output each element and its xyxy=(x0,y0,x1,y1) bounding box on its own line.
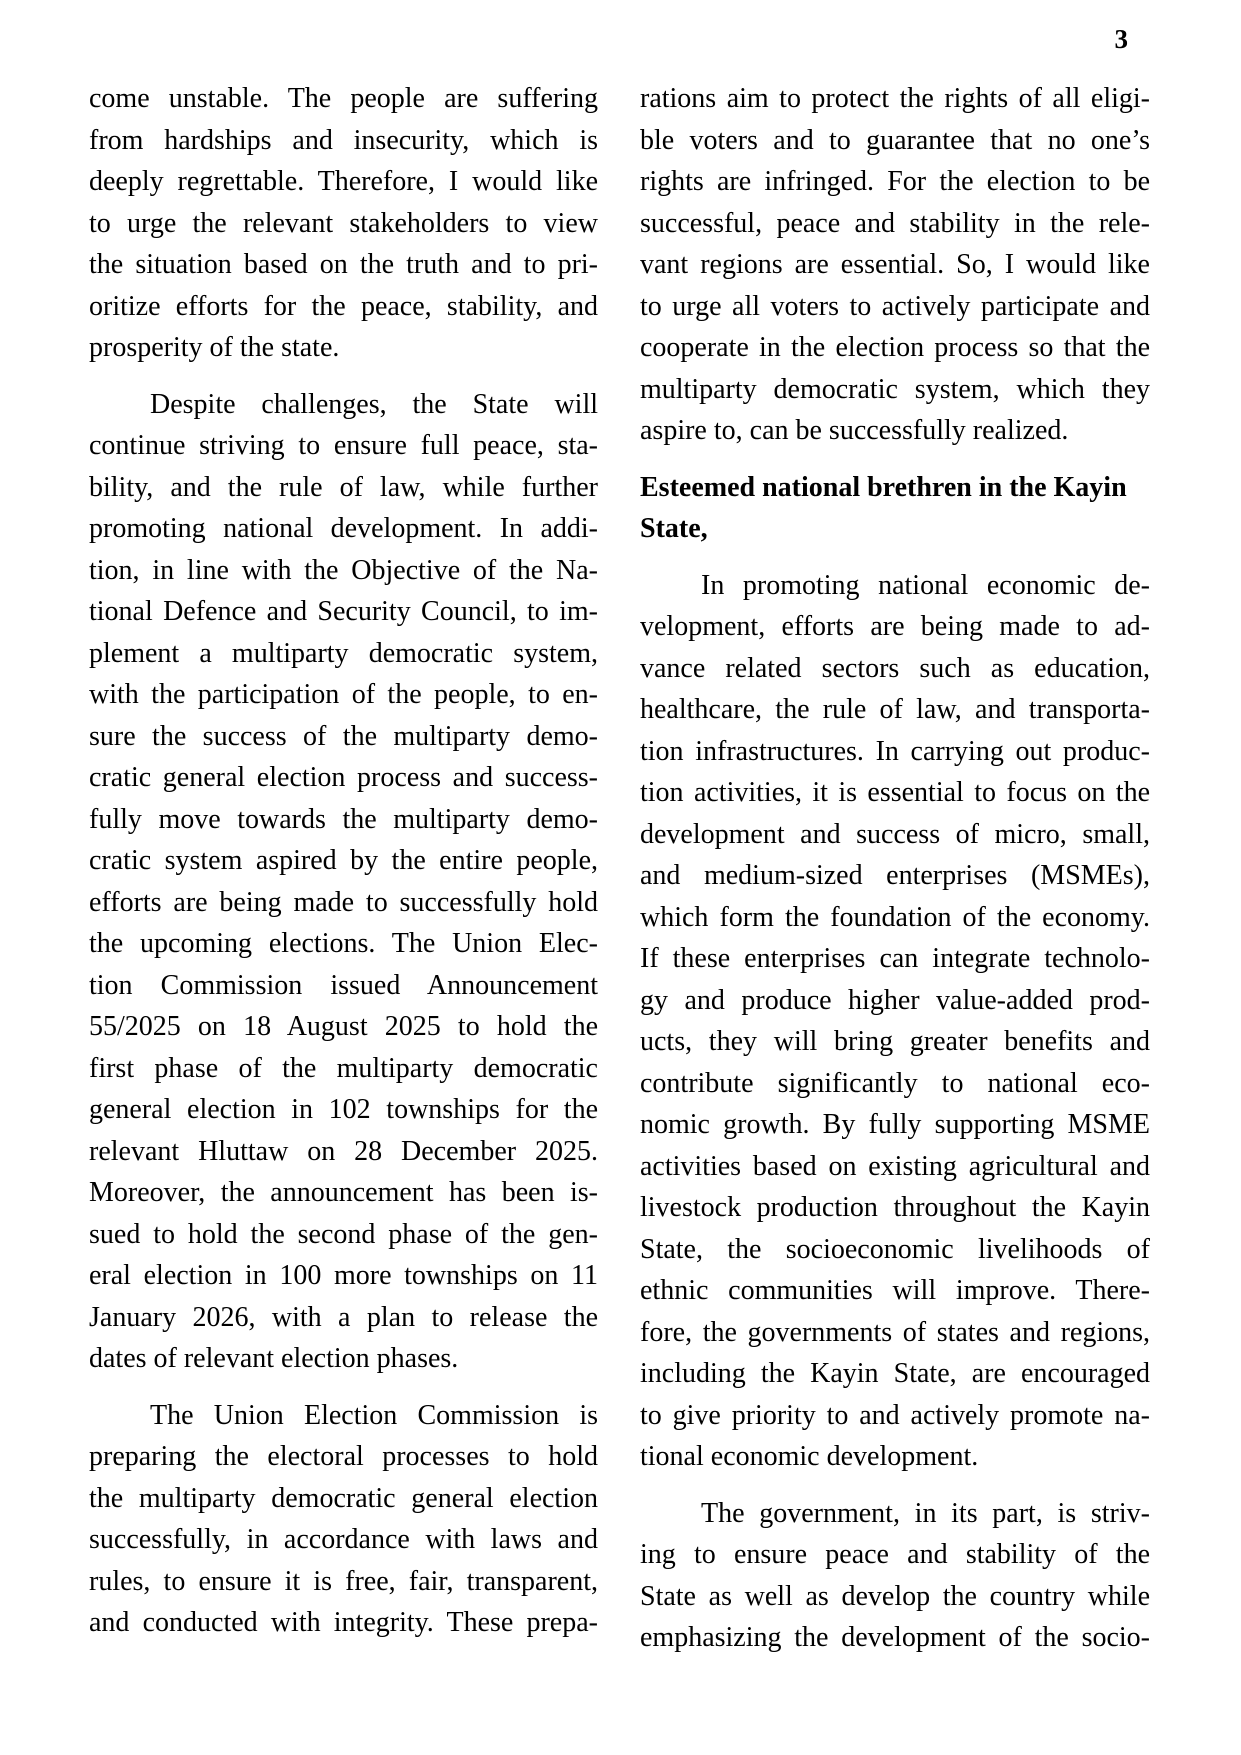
text-line: cooperate in the election process so that the xyxy=(640,332,1150,363)
text-line: tional Defence and Security Council, to im- xyxy=(89,596,598,627)
text-line: State, xyxy=(640,513,708,544)
text-line: State as well as develop the country while xyxy=(640,1580,1150,1612)
text-line: aspire to, can be successfully realized. xyxy=(640,415,1069,446)
text-line: ble voters and to guarantee that no one’s xyxy=(640,124,1150,156)
text-line: from hardships and insecurity, which is xyxy=(89,124,598,156)
text-line: ucts, they will bring greater benefits and xyxy=(640,1026,1150,1057)
text-line: gy and produce higher value-added prod- xyxy=(640,984,1150,1016)
text-line: bility, and the rule of law, while further xyxy=(89,471,598,503)
text-line: which form the foundation of the economy. xyxy=(640,901,1150,933)
text-line: rules, to ensure it is free, fair, transparent, xyxy=(89,1565,598,1597)
text-line: the multiparty democratic general election xyxy=(89,1482,598,1514)
text-line: come unstable. The people are suffering xyxy=(89,83,598,114)
paragraph xyxy=(89,78,598,369)
text-line: emphasizing the development of the socio- xyxy=(640,1622,1150,1653)
text-line: fore, the governments of states and regions, xyxy=(640,1316,1150,1348)
text-line: and conducted with integrity. These prepa- xyxy=(89,1607,598,1638)
text-line: continue striving to ensure full peace, sta- xyxy=(89,430,598,461)
paragraph xyxy=(640,78,1150,452)
text-line: promoting national development. In addi- xyxy=(89,513,598,544)
text-line: with the participation of the people, to en- xyxy=(89,679,598,710)
text-line: activities based on existing agricultural and xyxy=(640,1150,1150,1182)
text-line: tion Commission issued Announcement xyxy=(89,969,598,1001)
text-line: State, the socioeconomic livelihoods of xyxy=(640,1233,1150,1265)
text-line: sure the success of the multiparty demo- xyxy=(89,720,598,752)
text-line: vance related sectors such as education, xyxy=(640,652,1150,684)
text-line: tion activities, it is essential to focus on the xyxy=(640,777,1150,808)
text-line: relevant Hluttaw on 28 December 2025. xyxy=(89,1135,598,1167)
text-line: contribute significantly to national eco- xyxy=(640,1067,1150,1099)
text-line: rights are infringed. For the election to be xyxy=(640,166,1150,197)
paragraph xyxy=(640,565,1150,1478)
column-right xyxy=(640,78,1150,1659)
text-line: cratic general election process and success- xyxy=(89,762,598,793)
page-number: 3 xyxy=(1114,24,1128,54)
text-line: the situation based on the truth and to pri- xyxy=(89,249,598,280)
text-line: general election in 102 townships for the xyxy=(89,1094,598,1125)
column-left xyxy=(89,78,598,1659)
text-line: velopment, efforts are being made to ad- xyxy=(640,611,1150,642)
text-line: successful, peace and stability in the rele- xyxy=(640,207,1150,239)
text-line: tion, in line with the Objective of the Na- xyxy=(89,554,598,586)
text-line: tion infrastructures. In carrying out produc- xyxy=(640,735,1150,767)
text-line: successfully, in accordance with laws and xyxy=(89,1524,598,1555)
text-line: to give priority to and actively promote na- xyxy=(640,1399,1150,1431)
text-line: the upcoming elections. The Union Elec- xyxy=(89,928,598,959)
text-line: prosperity of the state. xyxy=(89,332,340,363)
text-line: tional economic development. xyxy=(640,1441,979,1472)
text-line: development and success of micro, small, xyxy=(640,818,1150,850)
text-line: plement a multiparty democratic system, xyxy=(89,637,598,669)
text-line: sued to hold the second phase of the gen- xyxy=(89,1218,598,1250)
text-line: nomic growth. By fully supporting MSME xyxy=(640,1109,1150,1140)
text-line: ethnic communities will improve. There- xyxy=(640,1275,1150,1306)
text-line: efforts are being made to successfully hold xyxy=(89,886,598,918)
text-line: January 2026, with a plan to release the xyxy=(89,1301,598,1333)
text-line: multiparty democratic system, which they xyxy=(640,373,1150,405)
text-line: The government, in its part, is striv- xyxy=(701,1497,1150,1529)
paragraph xyxy=(640,1493,1150,1659)
text-line: vant regions are essential. So, I would like xyxy=(640,249,1150,280)
text-line: Despite challenges, the State will xyxy=(150,388,598,420)
text-line: dates of relevant election phases. xyxy=(89,1343,459,1374)
text-line: Esteemed national brethren in the Kayin xyxy=(640,471,1127,503)
text-line: deeply regrettable. Therefore, I would like xyxy=(89,166,598,197)
text-line: first phase of the multiparty democratic xyxy=(89,1052,598,1084)
text-line: In promoting national economic de- xyxy=(701,569,1150,601)
text-line: livestock production throughout the Kayin xyxy=(640,1192,1150,1223)
text-line: 55/2025 on 18 August 2025 to hold the xyxy=(89,1011,598,1042)
text-line: cratic system aspired by the entire people, xyxy=(89,845,598,876)
text-line: to urge the relevant stakeholders to view xyxy=(89,207,598,239)
text-line: ing to ensure peace and stability of the xyxy=(640,1539,1150,1570)
text-line: fully move towards the multiparty demo- xyxy=(89,803,598,835)
paragraph xyxy=(89,384,598,1380)
text-line: If these enterprises can integrate technolo- xyxy=(640,943,1150,974)
text-line: to urge all voters to actively participate and xyxy=(640,290,1150,322)
text-line: rations aim to protect the rights of all eligi- xyxy=(640,83,1150,114)
text-line: preparing the electoral processes to hold xyxy=(89,1441,598,1472)
text-line: eral election in 100 more townships on 11 xyxy=(89,1260,598,1291)
paragraph xyxy=(89,1395,598,1644)
section-heading xyxy=(640,467,1150,550)
text-line: including the Kayin State, are encouraged xyxy=(640,1358,1150,1389)
text-line: oritize efforts for the peace, stability, and xyxy=(89,290,598,322)
text-line: and medium-sized enterprises (MSMEs), xyxy=(640,860,1150,891)
text-line: healthcare, the rule of law, and transporta- xyxy=(640,694,1150,725)
text-line: Moreover, the announcement has been is- xyxy=(89,1177,598,1208)
text-line: The Union Election Commission is xyxy=(150,1399,598,1431)
